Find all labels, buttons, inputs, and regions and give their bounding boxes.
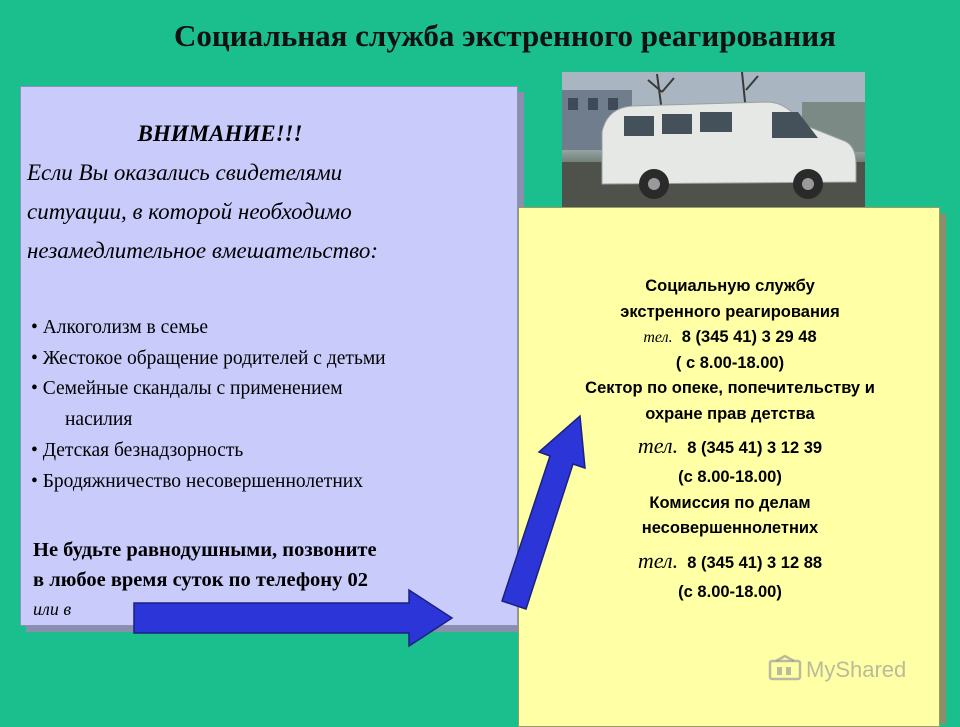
commission-name-line: несовершеннолетних — [641, 519, 819, 537]
commission-name-line: Комиссия по делам — [649, 493, 811, 512]
list-item: • Семейные скандалы с применением — [31, 378, 343, 400]
list-item: • Жестокое обращение родителей с детьми — [31, 347, 386, 369]
watermark — [768, 655, 906, 685]
intro-line: ситуации, в которой необходимо — [27, 199, 352, 224]
watermark-text: MyShared — [806, 657, 907, 682]
intro-line: незамедлительное вмешательство: — [27, 238, 379, 263]
page-title: Социальная служба экстренного реагирования — [174, 18, 836, 53]
sector-hours: (с 8.00-18.00) — [678, 468, 782, 486]
list-item: • Бродяжничество несовершеннолетних — [31, 470, 363, 492]
tel-label: тел. — [643, 329, 673, 346]
arrow-right-icon — [134, 590, 452, 646]
list-item: насилия — [65, 409, 133, 431]
service-hours: ( с 8.00-18.00) — [675, 353, 785, 372]
service-name-line: Социальную службу — [645, 277, 815, 295]
call-line: Не будьте равнодушными, позвоните — [33, 539, 377, 561]
or-text: или в — [33, 599, 72, 619]
sector-name-line: охране прав детства — [645, 404, 815, 423]
call-line: в любое время суток по телефону 02 — [33, 569, 368, 591]
list-item: • Детская безнадзорность — [31, 439, 244, 461]
commission-phone: 8 (345 41) 3 12 88 — [687, 553, 823, 572]
tel-label: тел. — [637, 547, 679, 573]
service-phone: 8 (345 41) 3 29 48 — [681, 328, 817, 346]
intro-line: Если Вы оказались свидетелями — [27, 160, 343, 185]
arrow-up-right-icon — [502, 416, 585, 609]
commission-hours: (с 8.00-18.00) — [678, 582, 782, 601]
tel-label: тел. — [637, 433, 679, 458]
warning-heading: ВНИМАНИЕ!!! — [137, 121, 303, 146]
list-item: • Алкоголизм в семье — [31, 317, 209, 338]
sector-name-line: Сектор по опеке, попечительству и — [585, 379, 875, 397]
service-name-line: экстренного реагирования — [620, 302, 840, 321]
sector-phone: 8 (345 41) 3 12 39 — [687, 439, 823, 457]
myshared-logo-icon — [768, 655, 802, 685]
